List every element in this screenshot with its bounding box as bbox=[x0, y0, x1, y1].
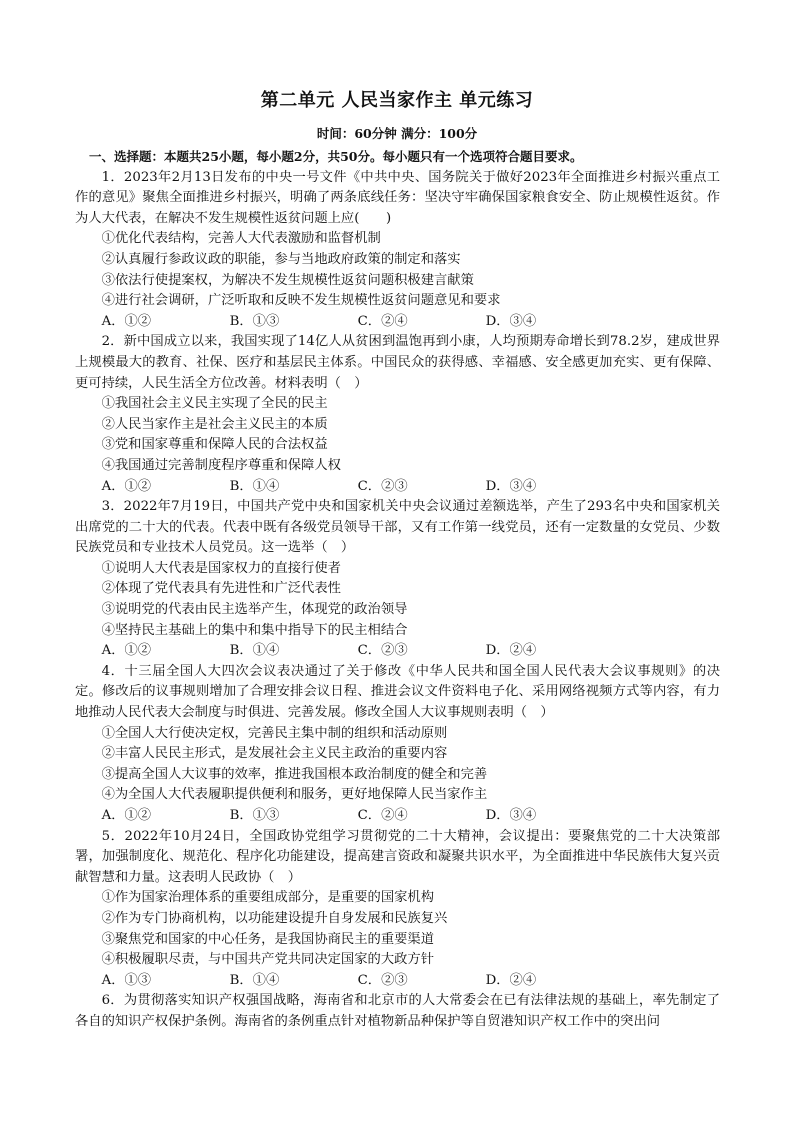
question-stem: 6．为贯彻落实知识产权强国战略，海南省和北京市的人大常委会在已有法律法规的基础上，率先制定了各自的知识产权保护条例。海南省的条例重点针对植物新品种保护等自贸港知识产权工作中的突出问 bbox=[75, 993, 720, 1029]
question-option: ①优化代表结构，完善人大代表激励和监督机制 bbox=[101, 231, 381, 247]
answer-choice: C．②③ bbox=[357, 478, 408, 494]
answer-choices bbox=[75, 971, 720, 992]
answer-choices bbox=[75, 312, 720, 333]
answer-choice: B．①③ bbox=[229, 313, 280, 329]
question-option: ①说明人大代表是国家权力的直接行使者 bbox=[101, 560, 341, 576]
question-option: ②作为专门协商机构，以功能建设提升自身发展和民族复兴 bbox=[101, 910, 448, 926]
question-3 bbox=[75, 497, 720, 662]
question-option: ④积极履职尽责，与中国共产党共同决定国家的大政方针 bbox=[101, 952, 435, 968]
answer-choice: B．①④ bbox=[229, 972, 280, 988]
answer-choices bbox=[75, 477, 720, 498]
question-option: ③党和国家尊重和保障人民的合法权益 bbox=[101, 437, 328, 453]
answer-choice: D．③④ bbox=[485, 313, 537, 329]
question-option: ②丰富人民民主形式，是发展社会主义民主政治的重要内容 bbox=[101, 746, 448, 762]
question-6 bbox=[75, 991, 720, 1032]
answer-choice: C．②③ bbox=[357, 643, 408, 659]
answer-choice: C．②④ bbox=[357, 808, 408, 823]
answer-choice: A．①③ bbox=[101, 972, 152, 988]
question-option: ①作为国家治理体系的重要组成部分，是重要的国家机构 bbox=[101, 890, 435, 906]
question-stem: 2．新中国成立以来，我国实现了14亿人从贫困到温饱再到小康，人均预期寿命增长到78.2岁，建成世界上规模最大的教育、社保、医疗和基层民主体系。中国民众的获得感、幸福感、安全感更加充实、更有保障、更可持续，人民生活全方位改善。材料表明（ ） bbox=[75, 334, 720, 391]
question-option: ④我国通过完善制度程序尊重和保障人权 bbox=[101, 457, 341, 473]
answer-choice: C．②④ bbox=[357, 313, 408, 329]
answer-choices bbox=[75, 641, 720, 662]
section-heading: 一、选择题：本题共25小题，每小题2分，共50分。每小题只有一个选项符合题目要求。 bbox=[89, 149, 583, 164]
question-option: ④坚持民主基础上的集中和集中指导下的民主相结合 bbox=[101, 622, 408, 638]
answer-choices bbox=[75, 806, 720, 827]
answer-choice: B．①④ bbox=[229, 643, 280, 659]
question-stem: 1．2023年2月13日发布的中央一号文件《中共中央、国务院关于做好2023年全面推进乡村振兴重点工作的意见》聚焦全面推进乡村振兴，明确了两条底线任务：坚决守牢确保国家粮食安全、防止规模性返贫。作为人大代表，在解决不发生规模性返贫问题上应( ) bbox=[75, 169, 720, 226]
answer-choice: D．②④ bbox=[485, 972, 537, 988]
question-option: ②体现了党代表具有先进性和广泛代表性 bbox=[101, 581, 341, 597]
answer-choice: B．①④ bbox=[229, 478, 280, 494]
answer-choice: D．③④ bbox=[485, 808, 537, 823]
answer-choice: D．③④ bbox=[485, 478, 537, 494]
questions-container bbox=[75, 168, 720, 1033]
answer-choice: C．②③ bbox=[357, 972, 408, 988]
question-option: ①我国社会主义民主实现了全民的民主 bbox=[101, 396, 328, 412]
answer-choice: A．①② bbox=[101, 808, 152, 823]
question-option: ③说明党的代表由民主选举产生，体现党的政治领导 bbox=[101, 602, 408, 618]
answer-choice: B．①③ bbox=[229, 808, 280, 823]
answer-choice: D．②④ bbox=[485, 643, 537, 659]
question-list bbox=[75, 147, 720, 1033]
question-option: ④进行社会调研，广泛听取和反映不发生规模性返贫问题意见和要求 bbox=[101, 293, 501, 309]
answer-choice: A．①② bbox=[101, 313, 152, 329]
question-stem: 3．2022年7月19日，中国共产党中央和国家机关中央会议通过差额选举，产生了293名中央和国家机关出席党的二十大的代表。代表中既有各级党员领导干部，又有工作第一线党员，还有一定数量的女党员、少数民族党员和专业技术人员党员。这一选举（ ） bbox=[75, 499, 720, 556]
question-option: ①全国人大行使决定权，完善民主集中制的组织和活动原则 bbox=[101, 725, 448, 741]
answer-choice: A．①② bbox=[101, 478, 152, 494]
question-option: ③聚焦党和国家的中心任务，是我国协商民主的重要渠道 bbox=[101, 931, 435, 947]
question-1 bbox=[75, 168, 720, 333]
question-option: ②认真履行参政议政的职能，参与当地政府政策的制定和落实 bbox=[101, 251, 461, 267]
answer-choice: A．①② bbox=[101, 643, 152, 659]
question-option: ③依法行使提案权，为解决不发生规模性返贫问题积极建言献策 bbox=[101, 272, 474, 288]
question-5 bbox=[75, 827, 720, 992]
question-2 bbox=[75, 332, 720, 497]
question-4 bbox=[75, 662, 720, 827]
exam-meta: 时间：60分钟 满分：100分 bbox=[316, 126, 478, 141]
question-stem: 5．2022年10月24日，全国政协党组学习贯彻党的二十大精神，会议提出：要聚焦党的二十大决策部署，加强制度化、规范化、程序化功能建设，提高建言资政和凝聚共识水平，为全面推进中华民族伟大复兴贡献智慧和力量。这表明人民政协（ ） bbox=[75, 828, 720, 885]
page-title: 第二单元 人民当家作主 单元练习 bbox=[260, 90, 534, 111]
question-option: ④为全国人大代表履职提供便利和服务，更好地保障人民当家作主 bbox=[101, 787, 488, 803]
question-option: ③提高全国人大议事的效率，推进我国根本政治制度的健全和完善 bbox=[101, 766, 488, 782]
question-stem: 4．十三届全国人大四次会议表决通过了关于修改《中华人民共和国全国人民代表大会议事规则》的决定。修改后的议事规则增加了合理安排会议日程、推进会议文件资料电子化、采用网络视频方式等内容，有力地推动人民代表大会制度与时俱进、完善发展。修改全国人大议事规则表明（ ） bbox=[75, 663, 720, 721]
question-option: ②人民当家作主是社会主义民主的本质 bbox=[101, 416, 328, 432]
